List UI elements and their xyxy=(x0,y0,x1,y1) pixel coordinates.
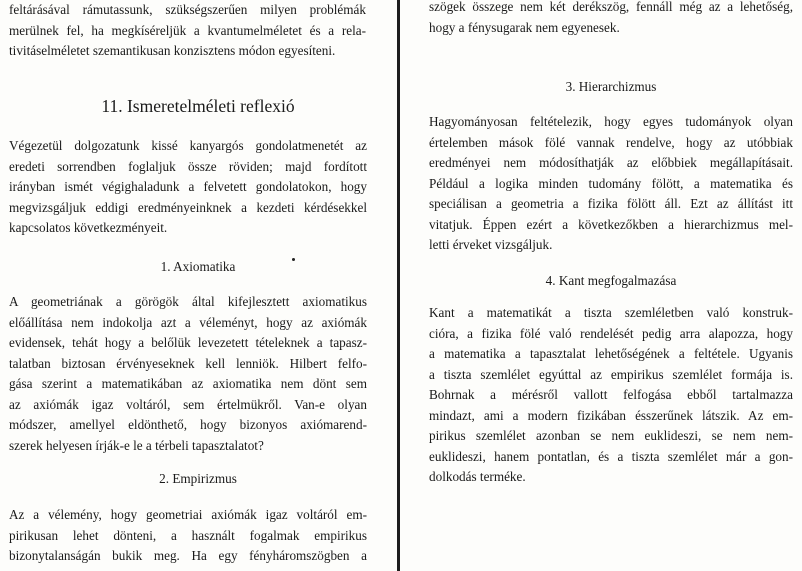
hierarchizmus-line-3: eredményei nem módosíthatják az előbbiek megállapításait. xyxy=(429,155,793,170)
continuation-line-2: hogy a fénysugarak nem egyenesek. xyxy=(429,19,620,35)
hierarchizmus-line-6: vitatjuk. Éppen ezért a következőkben a hierarchizmus mel- xyxy=(429,216,793,232)
kant-line-5: Bohrnak a mérésről vallott felfogása ebből tartalmazza xyxy=(429,387,793,402)
section-title-empirizmus: 2. Empirizmus xyxy=(159,471,237,486)
chapter-intro-paragraph xyxy=(9,136,367,239)
continuation-paragraph xyxy=(429,0,793,38)
hierarchizmus-line-5: speciálisan a geometria a fizika fölött áll. Ezt az állítást itt xyxy=(429,196,793,211)
intro-paragraph xyxy=(9,0,366,62)
continuation-line-1: szögek összege nem két derékszög, fennáll még az a lehetőség, xyxy=(429,0,793,14)
kant-line-9: dolkodás terméke. xyxy=(429,469,526,484)
section-title-axiomatika: 1. Axiomatika xyxy=(160,259,236,274)
axiomatika-line-2: előállítása nem indokolja azt a véleményt, hogy az axiómák xyxy=(9,314,367,330)
section-empirizmus-paragraph xyxy=(9,505,367,567)
axiomatika-line-6: az axiómák igaz voltáról, sem értelmükről. Van-e olyan xyxy=(9,396,367,412)
chapter-title: 11. Ismeretelméleti reflexió xyxy=(101,96,295,116)
kant-line-8: euklideszi, hanem pontatlan, és a tiszta szemlélet már a gon- xyxy=(429,448,793,464)
chapter-intro-line-1: Végezetül dolgozatunk kissé kanyargós gondolatmenetét az xyxy=(9,138,367,153)
intro-line-3: tivitáselméletet szemantikusan konzisztens módon egyesíteni. xyxy=(9,43,336,58)
hierarchizmus-line-1: Hagyományosan feltételezik, hogy egyes tudományok olyan xyxy=(429,114,793,129)
right-page xyxy=(401,0,802,571)
empirizmus-line-2: pirikusan lehet dönteni, a használt fogalmak empirikus xyxy=(9,527,367,543)
intro-line-2: merülnek fel, ha megkíséreljük a kvantumelméletet és a rela- xyxy=(9,22,366,38)
kant-line-6: mindazt, ami a modern fizikában ésszerűnek látszik. Az em- xyxy=(429,407,793,423)
hierarchizmus-line-7: letti érveket vizsgáljuk. xyxy=(429,237,553,252)
section-title-kant: 4. Kant megfogalmazása xyxy=(545,273,677,288)
intro-line-1: feltárásával rámutassunk, szükségszerűen milyen problémák xyxy=(9,2,366,17)
hierarchizmus-line-4: Például a logika minden tudomány fölött, a matematika és xyxy=(429,175,793,191)
axiomatika-line-5: gása szerint a matematikában az axiomatika nem dönt sem xyxy=(9,376,367,391)
axiomatika-line-8: szerek helyesen írják-e le a térbeli tapasztalatot? xyxy=(9,437,264,453)
chapter-intro-line-5: kapcsolatos következményeit. xyxy=(9,220,168,235)
section-kant-paragraph xyxy=(429,303,793,488)
axiomatika-line-1: A geometriának a görögök által kifejlesztett axiomatikus xyxy=(9,294,367,309)
chapter-intro-line-4: megvizsgáljuk eddigi eredményeinknek a kezdeti kérdésekkel xyxy=(9,199,367,215)
left-page xyxy=(0,0,396,571)
hierarchizmus-line-2: értelemben mások fölé vannak rendelve, hogy az utóbbiak xyxy=(429,134,793,150)
axiomatika-line-3: evidensek, tehát hogy a belőlük levezetett tételeknek a tapasz- xyxy=(9,335,367,350)
kant-line-1: Kant a matematikát a tiszta szemléletben való konstruk- xyxy=(429,305,793,320)
chapter-intro-line-2: eredeti sorrendben foglaljuk össze röviden; majd fordított xyxy=(9,158,367,174)
axiomatika-line-7: módszer, amellyel eldönthető, hogy bizonyos axiómarend- xyxy=(9,417,367,432)
print-speck xyxy=(292,258,295,261)
empirizmus-line-3: bizonytalanságán bukik meg. Ha egy fényháromszögben a xyxy=(9,548,367,563)
section-hierarchizmus-paragraph xyxy=(429,112,793,256)
section-title-hierarchizmus: 3. Hierarchizmus xyxy=(565,79,657,94)
kant-line-7: pirikus szemlélet azonban se nem euklideszi, se nem nem- xyxy=(429,428,793,443)
kant-line-3: a matematika a tapasztalat lehetőségének a feltétele. Ugyanis xyxy=(429,346,793,361)
section-axiomatika-paragraph xyxy=(9,292,367,456)
empirizmus-line-1: Az a vélemény, hogy geometriai axiómák igaz voltáról em- xyxy=(9,507,367,522)
chapter-intro-line-3: irányban ismét végighaladunk a felvetett gondolatokon, hogy xyxy=(9,179,367,194)
book-gutter xyxy=(397,0,400,571)
axiomatika-line-4: talatban biztosan érvényeseknek kell lenniök. Hilbert felfo- xyxy=(9,355,367,371)
kant-line-4: a tiszta szemlélet egyúttal az empirikus szemlélet formája is. xyxy=(429,366,793,382)
kant-line-2: cióra, a fizika fölé való rendelését pedig arra alapozza, hogy xyxy=(429,325,793,341)
